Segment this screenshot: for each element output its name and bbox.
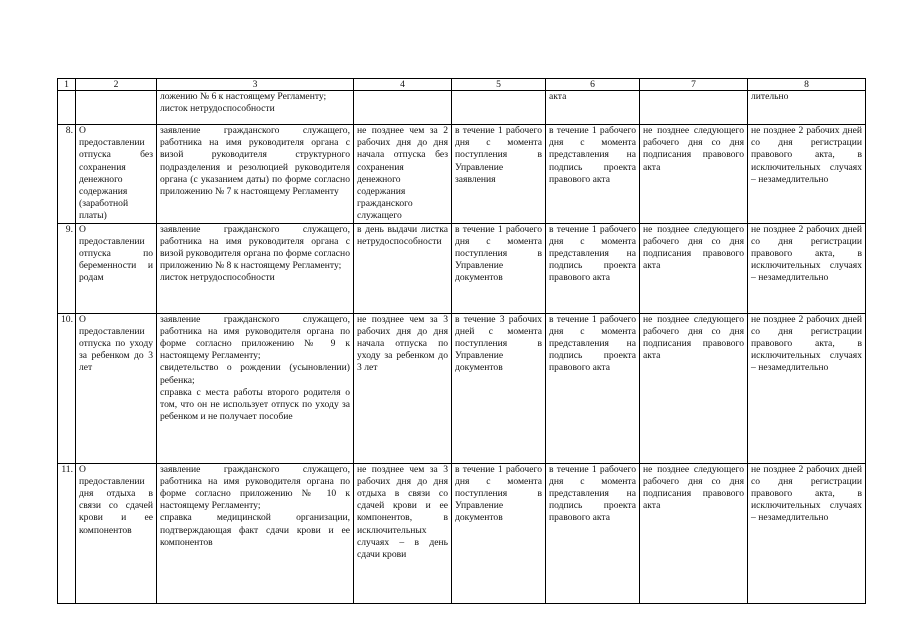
decision-deadline xyxy=(640,91,748,125)
table-row xyxy=(58,313,866,463)
action-name xyxy=(76,91,157,125)
column-number: 2 xyxy=(76,79,157,91)
notification-deadline: не позднее 2 рабочих дней со дня регистрации правового акта, в исключительных случаях – незамедлительно xyxy=(748,463,866,603)
review-deadline: в течение 1 рабочего дня с момента представления на подпись проекта правового акта xyxy=(546,313,640,463)
decision-deadline: не позднее следующего рабочего дня со дня подписания правового акта xyxy=(640,125,748,224)
row-number: 8. xyxy=(58,125,76,224)
submission-deadline: не позднее чем за 2 рабочих дня до дня начала отпуска без сохранения денежного содержания гражданского служащего xyxy=(354,125,452,224)
notification-deadline: лительно xyxy=(748,91,866,125)
submission-deadline xyxy=(354,91,452,125)
action-name: О предоставлении отпуска без сохранения денежного содержания (заработной платы) xyxy=(76,125,157,224)
registration-deadline: в течение 1 рабочего дня с момента поступления в Управление документов xyxy=(452,223,546,313)
required-documents: заявление гражданского служащего, работника на имя руководителя органа с визой руководителя органа по форме согласно приложению № 8 к настоящему Регламенту; листок нетрудоспособности xyxy=(157,223,354,313)
required-documents: ложению № 6 к настоящему Регламенту; листок нетрудоспособности xyxy=(157,91,354,125)
table-row xyxy=(58,125,866,224)
notification-deadline: не позднее 2 рабочих дней со дня регистрации правового акта, в исключительных случаях – незамедлительно xyxy=(748,223,866,313)
row-number: 10. xyxy=(58,313,76,463)
column-number: 4 xyxy=(354,79,452,91)
column-number: 6 xyxy=(546,79,640,91)
required-documents: заявление гражданского служащего, работника на имя руководителя органа с визой руководителя структурного подразделения и резолюцией руководителя органа (с указанием даты) по форме согласно приложению № 7 к настоящему Регламенту xyxy=(157,125,354,224)
registration-deadline: в течение 1 рабочего дня с момента поступления в Управление заявления xyxy=(452,125,546,224)
registration-deadline: в течение 1 рабочего дня с момента поступления в Управление документов xyxy=(452,463,546,603)
review-deadline: в течение 1 рабочего дня с момента представления на подпись проекта правового акта xyxy=(546,223,640,313)
action-name: О предоставлении дня отдыха в связи со сдачей крови и ее компонентов xyxy=(76,463,157,603)
document-page xyxy=(57,78,866,604)
registration-deadline: в течение 3 рабочих дней с момента поступления в Управление документов xyxy=(452,313,546,463)
submission-deadline: не позднее чем за 3 рабочих дня до дня отдыха в связи со сдачей крови и ее компонентов, в исключительных случаях – в день сдачи крови xyxy=(354,463,452,603)
table-row xyxy=(58,223,866,313)
review-deadline: в течение 1 рабочего дня с момента представления на подпись проекта правового акта xyxy=(546,463,640,603)
table-row xyxy=(58,91,866,125)
notification-deadline: не позднее 2 рабочих дней со дня регистрации правового акта, в исключительных случаях – незамедлительно xyxy=(748,125,866,224)
notification-deadline: не позднее 2 рабочих дней со дня регистрации правового акта, в исключительных случаях – незамедлительно xyxy=(748,313,866,463)
action-name: О предоставлении отпуска по беременности и родам xyxy=(76,223,157,313)
procedure-table xyxy=(57,78,866,604)
column-number: 8 xyxy=(748,79,866,91)
table-row xyxy=(58,463,866,603)
column-number: 5 xyxy=(452,79,546,91)
decision-deadline: не позднее следующего рабочего дня со дня подписания правового акта xyxy=(640,223,748,313)
review-deadline: в течение 1 рабочего дня с момента представления на подпись проекта правового акта xyxy=(546,125,640,224)
row-number: 11. xyxy=(58,463,76,603)
column-number: 1 xyxy=(58,79,76,91)
column-number-row xyxy=(58,79,866,91)
action-name: О предоставлении отпуска по уходу за ребенком до 3 лет xyxy=(76,313,157,463)
row-number xyxy=(58,91,76,125)
submission-deadline: не позднее чем за 3 рабочих дня до дня начала отпуска по уходу за ребенком до 3 лет xyxy=(354,313,452,463)
decision-deadline: не позднее следующего рабочего дня со дня подписания правового акта xyxy=(640,313,748,463)
registration-deadline xyxy=(452,91,546,125)
row-number: 9. xyxy=(58,223,76,313)
required-documents: заявление гражданского служащего, работника на имя руководителя органа по форме согласно приложению № 10 к настоящему Регламенту; справка медицинской организации, подтверждающая факт сдачи крови и ее компонентов xyxy=(157,463,354,603)
decision-deadline: не позднее следующего рабочего дня со дня подписания правового акта xyxy=(640,463,748,603)
required-documents: заявление гражданского служащего, работника на имя руководителя органа по форме согласно приложению № 9 к настоящему Регламенту; свидетельство о рождении (усыновлении) ребенка; справка с места работы второго родителя о том, что он не использует отпуск по уходу за ребенком и не получает пособие xyxy=(157,313,354,463)
review-deadline: акта xyxy=(546,91,640,125)
column-number: 7 xyxy=(640,79,748,91)
submission-deadline: в день выдачи листка нетрудоспособности xyxy=(354,223,452,313)
column-number: 3 xyxy=(157,79,354,91)
